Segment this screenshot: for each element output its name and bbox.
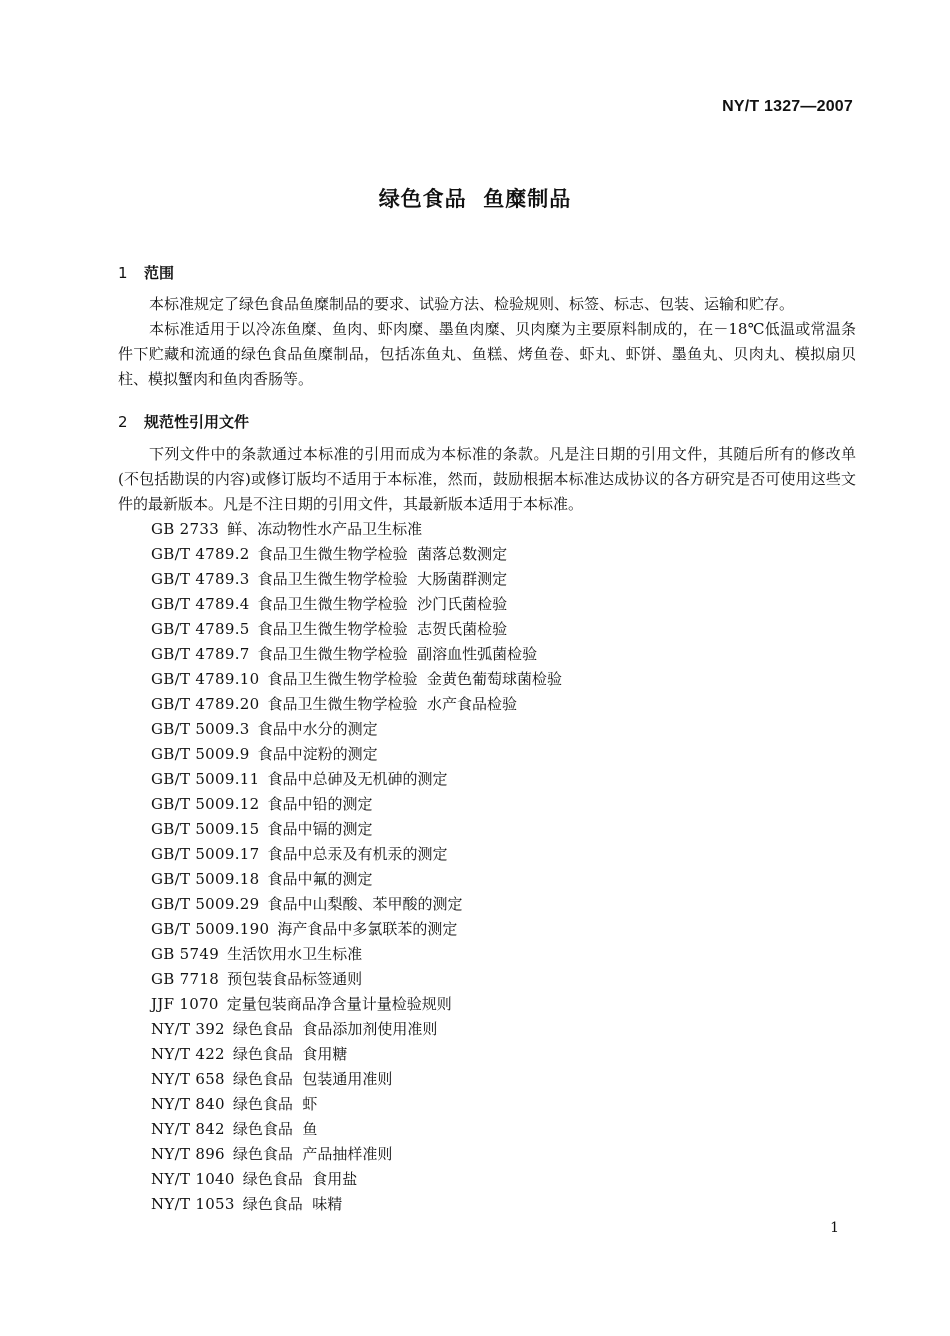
reference-item xyxy=(151,692,562,717)
section-1-number: 1 xyxy=(118,264,128,282)
reference-code: GB/T 4789.10 xyxy=(151,670,260,688)
reference-code: GB/T 4789.20 xyxy=(151,695,260,713)
reference-title: 绿色食品 鱼 xyxy=(232,1120,318,1138)
reference-item xyxy=(151,842,562,867)
reference-item xyxy=(151,917,562,942)
reference-item xyxy=(151,592,562,617)
reference-code: NY/T 392 xyxy=(151,1020,225,1038)
reference-item xyxy=(151,767,562,792)
standard-code: NY/T 1327—2007 xyxy=(722,98,853,115)
reference-item xyxy=(151,742,562,767)
reference-item xyxy=(151,642,562,667)
reference-item xyxy=(151,1017,562,1042)
reference-code: GB 7718 xyxy=(151,970,220,988)
reference-item xyxy=(151,967,562,992)
reference-title: 海产食品中多氯联苯的测定 xyxy=(277,920,458,938)
reference-title: 绿色食品 虾 xyxy=(232,1095,318,1113)
reference-list xyxy=(151,517,562,1217)
reference-code: GB/T 4789.5 xyxy=(151,620,250,638)
reference-title: 生活饮用水卫生标准 xyxy=(227,945,363,963)
reference-title: 食品中总砷及无机砷的测定 xyxy=(267,770,448,788)
reference-item xyxy=(151,1117,562,1142)
section-1-title: 范围 xyxy=(144,264,175,282)
reference-title: 绿色食品 食品添加剂使用准则 xyxy=(232,1020,438,1038)
reference-item xyxy=(151,567,562,592)
section-2-title: 规范性引用文件 xyxy=(144,413,250,431)
reference-item xyxy=(151,1192,562,1217)
reference-code: GB 5749 xyxy=(151,945,220,963)
reference-item xyxy=(151,892,562,917)
reference-title: 食品中总汞及有机汞的测定 xyxy=(267,845,448,863)
reference-item xyxy=(151,1142,562,1167)
reference-code: NY/T 422 xyxy=(151,1045,225,1063)
reference-title: 食品中镉的测定 xyxy=(267,820,373,838)
reference-code: GB/T 5009.17 xyxy=(151,845,260,863)
reference-item xyxy=(151,617,562,642)
reference-title: 食品中山梨酸、苯甲酸的测定 xyxy=(267,895,463,913)
reference-title: 绿色食品 食用盐 xyxy=(242,1170,358,1188)
reference-code: GB/T 5009.190 xyxy=(151,920,270,938)
page-number: 1 xyxy=(830,1220,839,1236)
reference-code: GB/T 4789.2 xyxy=(151,545,250,563)
reference-title: 食品中水分的测定 xyxy=(257,720,378,738)
reference-title: 食品卫生微生物学检验 副溶血性弧菌检验 xyxy=(257,645,538,663)
reference-code: GB/T 5009.3 xyxy=(151,720,250,738)
reference-code: NY/T 842 xyxy=(151,1120,225,1138)
reference-item xyxy=(151,717,562,742)
reference-title: 鲜、冻动物性水产品卫生标准 xyxy=(227,520,423,538)
reference-code: GB/T 4789.7 xyxy=(151,645,250,663)
reference-code: NY/T 896 xyxy=(151,1145,225,1163)
reference-code: GB/T 5009.18 xyxy=(151,870,260,888)
reference-code: GB/T 5009.12 xyxy=(151,795,260,813)
reference-title: 食品卫生微生物学检验 大肠菌群测定 xyxy=(257,570,508,588)
reference-title: 绿色食品 食用糖 xyxy=(232,1045,348,1063)
reference-code: GB/T 5009.29 xyxy=(151,895,260,913)
normative-references-intro: 下列文件中的条款通过本标准的引用而成为本标准的条款。凡是注日期的引用文件，其随后所有的修改单(不包括勘误的内容)或修订版均不适用于本标准，然而，鼓励根据本标准达成协议的各方研究是否可使用这些文件的最新版本。凡是不注日期的引用文件，其最新版本适用于本标准。 xyxy=(118,445,856,513)
reference-item xyxy=(151,942,562,967)
reference-title: 食品中氟的测定 xyxy=(267,870,373,888)
section-2-heading xyxy=(118,411,249,432)
reference-title: 预包装食品标签通则 xyxy=(227,970,363,988)
reference-item xyxy=(151,867,562,892)
reference-code: GB/T 5009.15 xyxy=(151,820,260,838)
reference-title: 食品卫生微生物学检验 水产食品检验 xyxy=(267,695,518,713)
reference-code: GB/T 5009.11 xyxy=(151,770,260,788)
scope-paragraph-1: 本标准规定了绿色食品鱼糜制品的要求、试验方法、检验规则、标签、标志、包装、运输和贮存。 xyxy=(149,295,795,313)
reference-title: 食品中铅的测定 xyxy=(267,795,373,813)
reference-code: NY/T 840 xyxy=(151,1095,225,1113)
reference-item xyxy=(151,992,562,1017)
reference-item xyxy=(151,1092,562,1117)
reference-item xyxy=(151,1067,562,1092)
reference-code: GB/T 4789.3 xyxy=(151,570,250,588)
reference-title: 绿色食品 产品抽样准则 xyxy=(232,1145,393,1163)
section-1-heading xyxy=(118,262,174,283)
reference-code: NY/T 658 xyxy=(151,1070,225,1088)
reference-code: NY/T 1040 xyxy=(151,1170,235,1188)
reference-item xyxy=(151,1167,562,1192)
document-title: 绿色食品 鱼糜制品 xyxy=(378,187,572,211)
reference-code: GB/T 5009.9 xyxy=(151,745,250,763)
reference-code: JJF 1070 xyxy=(151,995,219,1013)
reference-item xyxy=(151,667,562,692)
reference-item xyxy=(151,1042,562,1067)
reference-title: 食品卫生微生物学检验 金黄色葡萄球菌检验 xyxy=(267,670,563,688)
reference-item xyxy=(151,542,562,567)
reference-title: 食品卫生微生物学检验 志贺氏菌检验 xyxy=(257,620,508,638)
reference-code: GB/T 4789.4 xyxy=(151,595,250,613)
reference-title: 食品中淀粉的测定 xyxy=(257,745,378,763)
reference-title: 食品卫生微生物学检验 菌落总数测定 xyxy=(257,545,508,563)
reference-title: 绿色食品 包装通用准则 xyxy=(232,1070,393,1088)
reference-code: NY/T 1053 xyxy=(151,1195,235,1213)
section-2-number: 2 xyxy=(118,413,128,431)
reference-item xyxy=(151,792,562,817)
reference-code: GB 2733 xyxy=(151,520,220,538)
reference-title: 绿色食品 味精 xyxy=(242,1195,343,1213)
reference-title: 定量包装商品净含量计量检验规则 xyxy=(226,995,452,1013)
reference-item xyxy=(151,517,562,542)
reference-item xyxy=(151,817,562,842)
scope-paragraph-2: 本标准适用于以冷冻鱼糜、鱼肉、虾肉糜、墨鱼肉糜、贝肉糜为主要原料制成的，在－18℃低温或常温条件下贮藏和流通的绿色食品鱼糜制品，包括冻鱼丸、鱼糕、烤鱼卷、虾丸、虾饼、墨鱼丸、贝肉丸、模拟扇贝柱、模拟蟹肉和鱼肉香肠等。 xyxy=(118,320,856,388)
reference-title: 食品卫生微生物学检验 沙门氏菌检验 xyxy=(257,595,508,613)
